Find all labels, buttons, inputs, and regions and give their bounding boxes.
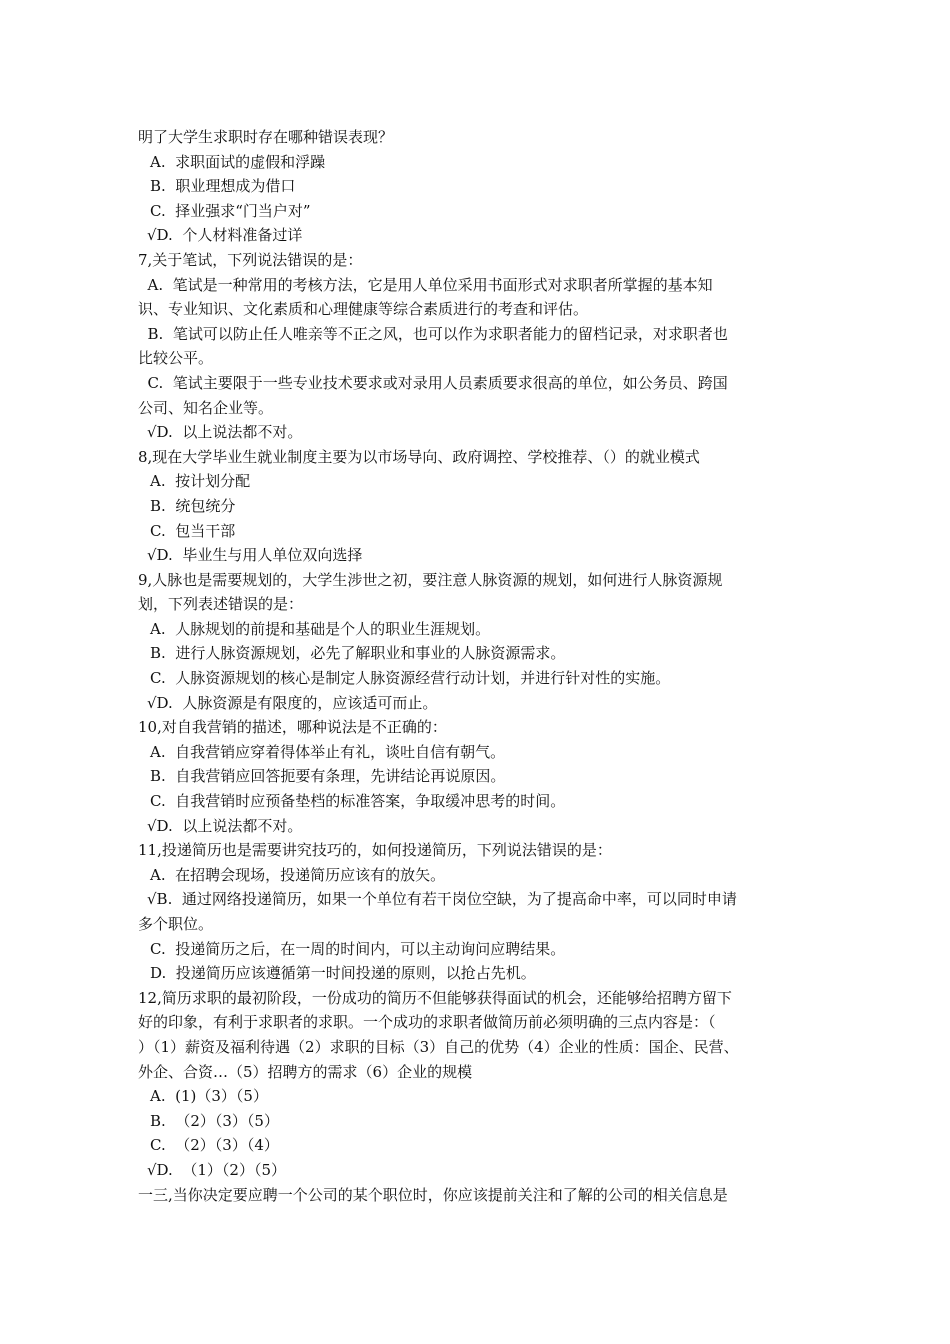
text-line: A. (1)（3）（5）: [150, 1087, 268, 1106]
document-body: [138, 125, 814, 1207]
text-line: √D. 以上说法都不对。: [147, 423, 303, 442]
text-line: √B. 通过网络投递简历，如果一个单位有若干岗位空缺，为了提高命中率，可以同时申请: [147, 890, 737, 909]
text-line: 识、专业知识、文化素质和心理健康等综合素质进行的考查和评估。: [138, 300, 589, 319]
text-line: A. 自我营销应穿着得体举止有礼，谈吐自信有朝气。: [150, 742, 506, 761]
text-line: A. 笔试是一种常用的考核方法，它是用人单位采用书面形式对求职者所掌握的基本知: [138, 275, 713, 294]
text-line: C. 自我营销时应预备垫档的标准答案，争取缓冲思考的时间。: [150, 792, 566, 811]
text-line: D. 投递简历应该遵循第一时间投递的原则，以抢占先机。: [150, 964, 536, 983]
text-line: 9,人脉也是需要规划的，大学生涉世之初，要注意人脉资源的规划，如何进行人脉资源规: [138, 570, 723, 589]
text-line: A. 人脉规划的前提和基础是个人的职业生涯规划。: [150, 619, 491, 638]
text-line: B. 自我营销应回答扼要有条理，先讲结论再说原因。: [150, 767, 506, 786]
text-line: A. 按计划分配: [150, 472, 251, 491]
document-page: [138, 125, 814, 1207]
text-line: A. 在招聘会现场，投递简历应该有的放矢。: [150, 865, 446, 884]
text-line: A. 求职面试的虚假和浮躁: [150, 152, 326, 171]
text-line: 明了大学生求职时存在哪种错误表现？: [138, 128, 394, 146]
text-line: 多个职位。: [138, 915, 214, 933]
text-line: B. 进行人脉资源规划，必先了解职业和事业的人脉资源需求。: [150, 644, 566, 663]
text-line: C. 包当干部: [150, 521, 236, 540]
text-line: C. （2）（3）（4）: [150, 1136, 279, 1155]
text-line: √D. 以上说法都不对。: [147, 816, 303, 835]
text-line: 比较公平。: [138, 349, 214, 368]
text-line: 7,关于笔试，下列说法错误的是：: [138, 250, 363, 269]
text-line: 好的印象，有利于求职者的求职。一个成功的求职者做简历前必须明确的三点内容是：（: [138, 1013, 716, 1032]
text-line: B. 笔试可以防止任人唯亲等不正之风，也可以作为求职者能力的留档记录，对求职者也: [138, 324, 728, 343]
text-line: 12,简历求职的最初阶段，一份成功的简历不但能够获得面试的机会，还能够给招聘方留下: [138, 988, 732, 1007]
text-line: ）（1）薪资及福利待遇（2）求职的目标（3）自己的优势（4）企业的性质：国企、民营、: [138, 1037, 739, 1056]
text-line: 一三,当你决定要应聘一个公司的某个职位时，你应该提前关注和了解的公司的相关信息是: [138, 1185, 728, 1204]
text-line: C. 人脉资源规划的核心是制定人脉资源经营行动计划，并进行针对性的实施。: [150, 669, 671, 688]
text-line: B. 职业理想成为借口: [150, 177, 296, 196]
text-line: B. 统包统分: [150, 496, 236, 515]
text-line: √D. （1）（2）（5）: [147, 1160, 286, 1179]
text-line: C. 投递简历之后，在一周的时间内，可以主动询问应聘结果。: [150, 939, 566, 958]
text-line: √D. 人脉资源是有限度的，应该适可而止。: [147, 693, 438, 712]
text-line: 公司、知名企业等。: [138, 398, 274, 417]
text-line: 10,对自我营销的描述，哪种说法是不正确的：: [138, 718, 447, 737]
text-line: 11,投递简历也是需要讲究技巧的，如何投递简历，下列说法错误的是：: [138, 841, 612, 860]
text-line: √D. 个人材料准备过详: [147, 226, 303, 245]
text-line: 8,现在大学毕业生就业制度主要为以市场导向、政府调控、学校推荐、（）的就业模式: [138, 447, 700, 466]
text-line: C. 择业强求“门当户对”: [150, 201, 311, 220]
text-line: C. 笔试主要限于一些专业技术要求或对录用人员素质要求很高的单位，如公务员、跨国: [138, 373, 728, 392]
text-line: 划，下列表述错误的是：: [138, 595, 304, 614]
text-line: √D. 毕业生与用人单位双向选择: [147, 546, 363, 565]
text-line: B. （2）（3）（5）: [150, 1111, 279, 1130]
text-line: 外企、合资…（5）招聘方的需求（6）企业的规模: [138, 1062, 473, 1081]
